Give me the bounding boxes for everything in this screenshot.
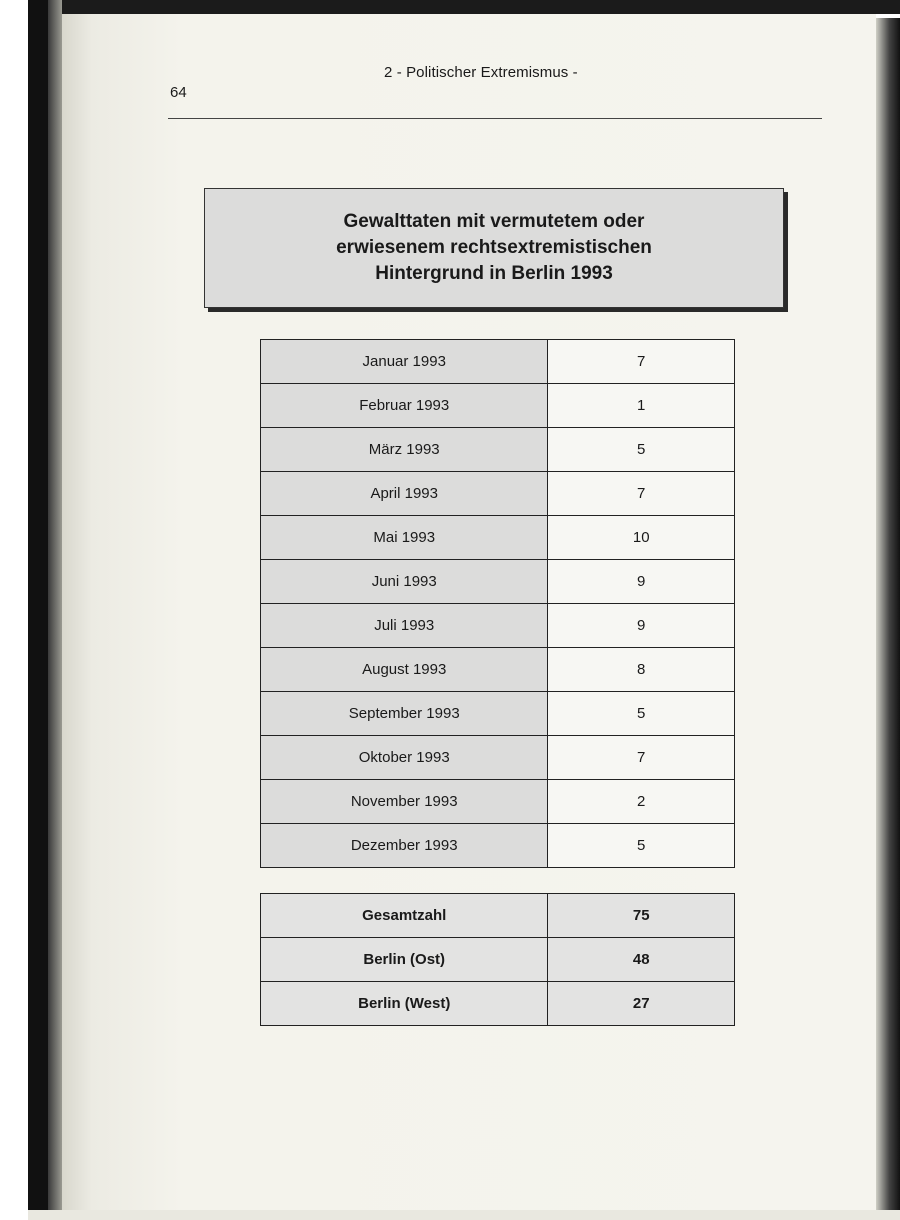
month-value: 9 [548, 560, 735, 604]
page-bottom-edge [28, 1210, 900, 1220]
month-value: 8 [548, 648, 735, 692]
table-row [261, 428, 735, 472]
total-label: Berlin (West) [261, 982, 548, 1026]
month-label: Juli 1993 [261, 604, 548, 648]
month-label: November 1993 [261, 780, 548, 824]
monthly-table [260, 339, 735, 868]
month-label: Juni 1993 [261, 560, 548, 604]
month-label: Dezember 1993 [261, 824, 548, 868]
table-row [261, 604, 735, 648]
month-value: 5 [548, 428, 735, 472]
month-value: 5 [548, 692, 735, 736]
table-row [261, 648, 735, 692]
month-label: April 1993 [261, 472, 548, 516]
month-label: Januar 1993 [261, 340, 548, 384]
total-label: Gesamtzahl [261, 894, 548, 938]
month-value: 5 [548, 824, 735, 868]
month-label: Mai 1993 [261, 516, 548, 560]
table-title-box [204, 188, 784, 308]
month-label: August 1993 [261, 648, 548, 692]
totals-table [260, 893, 735, 1026]
header-rule [168, 118, 822, 119]
table-title: Gewalttaten mit vermutetem oder erwiesenem rechtsextremistischen Hintergrund in Berlin 1993 [336, 211, 652, 284]
table-row [261, 736, 735, 780]
table-row [261, 938, 735, 982]
table-row [261, 780, 735, 824]
table-row [261, 692, 735, 736]
month-value: 1 [548, 384, 735, 428]
spine-shadow [48, 0, 62, 1210]
book-top-edge [28, 0, 900, 14]
month-value: 7 [548, 736, 735, 780]
total-value: 75 [548, 894, 735, 938]
table-row [261, 340, 735, 384]
total-label: Berlin (Ost) [261, 938, 548, 982]
book-spine [28, 0, 48, 1210]
table-row [261, 824, 735, 868]
month-value: 7 [548, 340, 735, 384]
month-value: 9 [548, 604, 735, 648]
running-head: 2 - Politischer Extremismus - [384, 64, 578, 81]
month-label: März 1993 [261, 428, 548, 472]
month-label: Oktober 1993 [261, 736, 548, 780]
page-number: 64 [170, 84, 187, 101]
month-label: September 1993 [261, 692, 548, 736]
table-row [261, 982, 735, 1026]
total-value: 27 [548, 982, 735, 1026]
table-row [261, 516, 735, 560]
month-value: 10 [548, 516, 735, 560]
page-right-edge [876, 18, 900, 1220]
table-row [261, 894, 735, 938]
table-row [261, 472, 735, 516]
table-row [261, 384, 735, 428]
total-value: 48 [548, 938, 735, 982]
month-value: 7 [548, 472, 735, 516]
table-row [261, 560, 735, 604]
month-value: 2 [548, 780, 735, 824]
month-label: Februar 1993 [261, 384, 548, 428]
